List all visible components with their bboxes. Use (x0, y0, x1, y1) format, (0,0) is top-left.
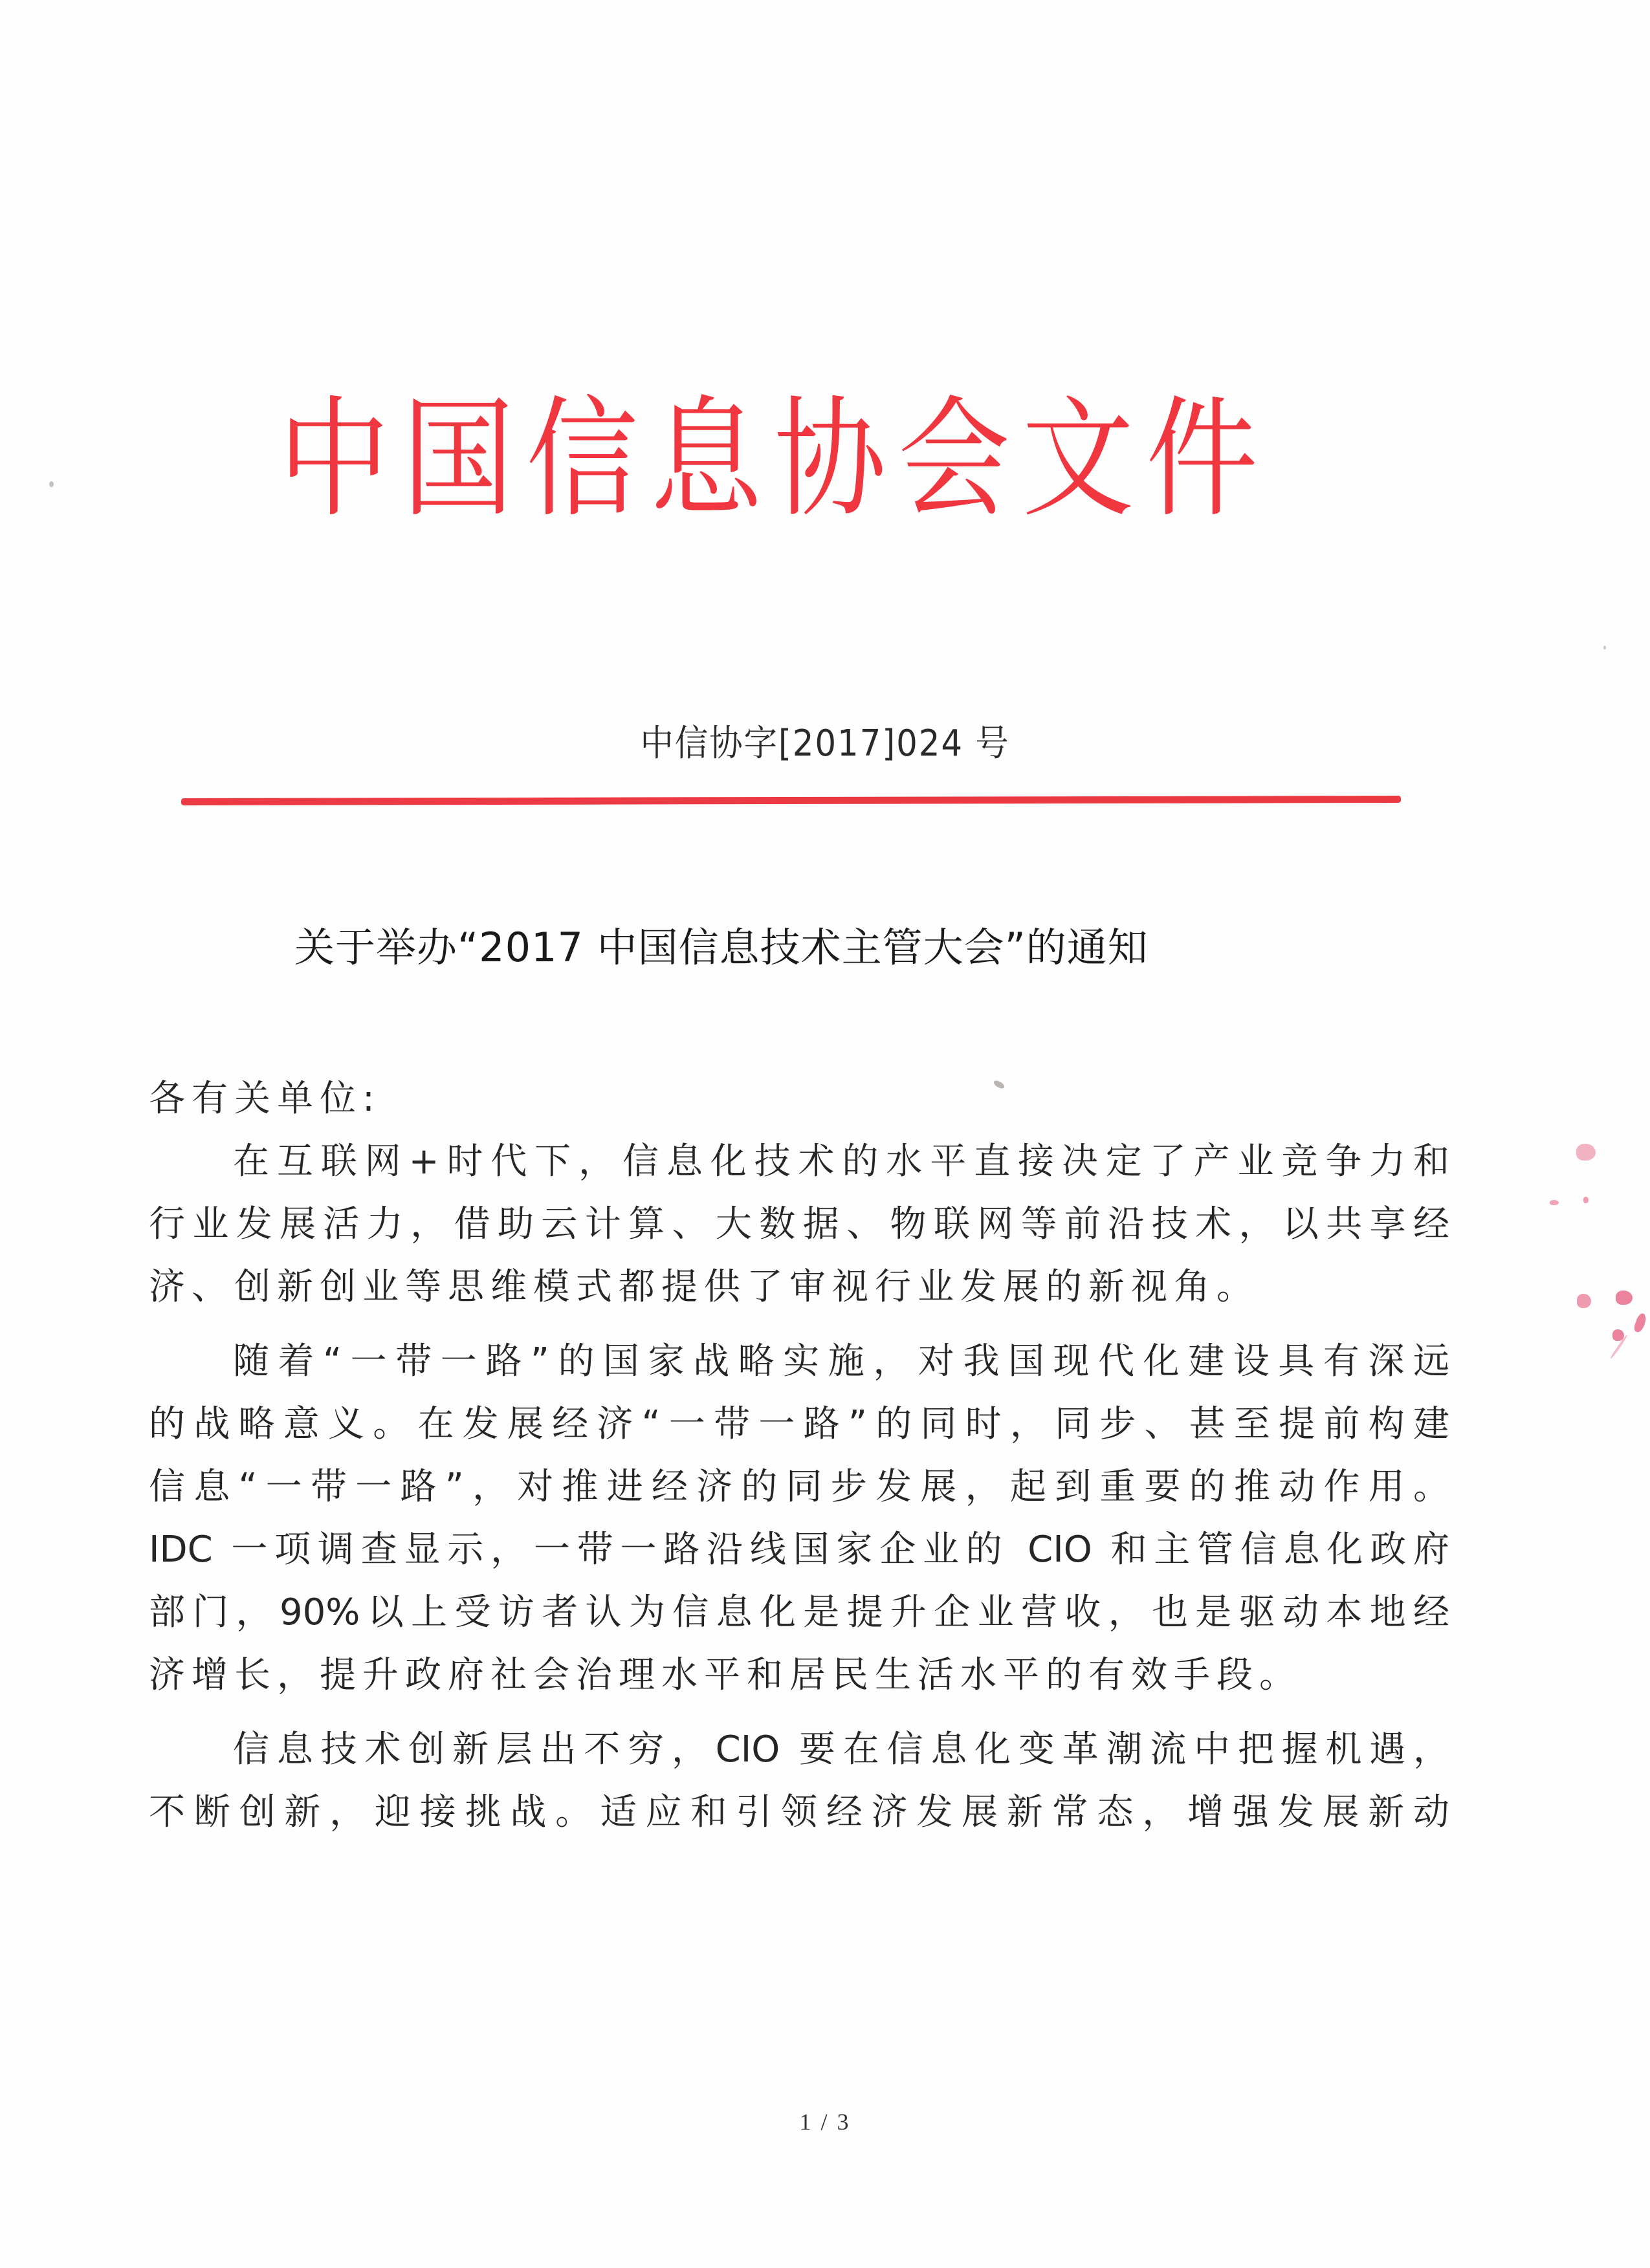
paragraph-line: 随着“一带一路”的国家战略实施，对我国现代化建设具有深远 (233, 1340, 1449, 1382)
paragraph-line: 济增长，提升政府社会治理水平和居民生活水平的有效手段。 (149, 1654, 1302, 1696)
masthead-title: 中国信息协会文件 (278, 383, 1270, 535)
scan-speck (49, 481, 54, 487)
paragraph-line: 信息技术创新层出不穷，CIO 要在信息化变革潮流中把握机遇， (233, 1728, 1449, 1771)
red-divider-rule (181, 796, 1401, 805)
paragraph-3 (149, 1718, 1449, 1844)
salutation: 各有关单位: (149, 1078, 381, 1120)
scan-speck (1603, 646, 1606, 649)
red-ink-stain (1583, 1197, 1589, 1203)
document-number: 中信协字[2017]024 号 (640, 723, 1010, 765)
paragraph-2 (149, 1330, 1449, 1706)
red-ink-stain (1633, 1313, 1647, 1334)
paragraph-line: 部门，90%以上受访者认为信息化是提升企业营收，也是驱动本地经 (149, 1591, 1449, 1633)
paragraph-line: 在互联网+时代下，信息化技术的水平直接决定了产业竞争力和 (233, 1140, 1449, 1183)
red-ink-stain (1576, 1144, 1596, 1161)
paragraph-line: 信息“一带一路”，对推进经济的同步发展，起到重要的推动作用。 (149, 1466, 1449, 1508)
red-ink-stain (1550, 1200, 1559, 1205)
red-ink-stain (1616, 1291, 1633, 1305)
paragraph-line: IDC 一项调查显示，一带一路沿线国家企业的 CIO 和主管信息化政府 (149, 1529, 1449, 1571)
notice-title: 关于举办“2017 中国信息技术主管大会”的通知 (294, 924, 1149, 971)
paragraph-1 (149, 1130, 1449, 1318)
page-number: 1 / 3 (799, 2109, 851, 2135)
notice-body (149, 1067, 1449, 1855)
red-ink-stain (1577, 1294, 1591, 1308)
paragraph-line: 济、创新创业等思维模式都提供了审视行业发展的新视角。 (149, 1266, 1259, 1308)
paragraph-line: 的战略意义。在发展经济“一带一路”的同时，同步、甚至提前构建 (149, 1403, 1449, 1445)
paragraph-line: 不断创新，迎接挑战。适应和引领经济发展新常态，增强发展新动 (149, 1791, 1449, 1833)
paragraph-line: 行业发展活力，借助云计算、大数据、物联网等前沿技术，以共享经 (149, 1203, 1449, 1245)
